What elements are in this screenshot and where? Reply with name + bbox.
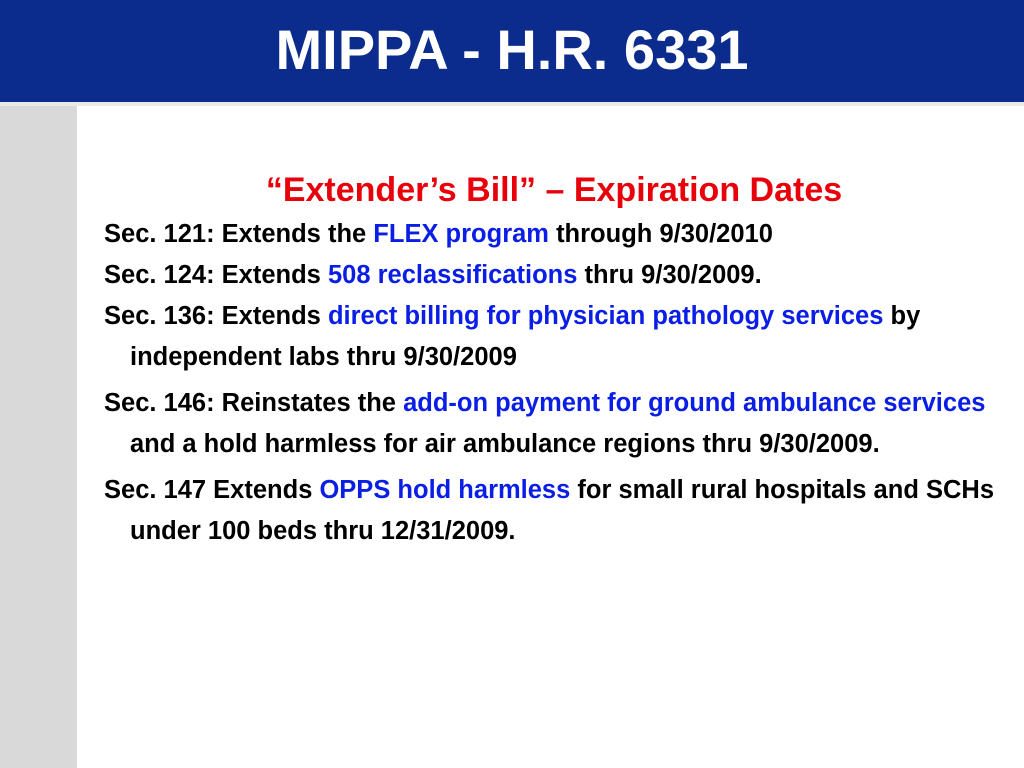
slide-content — [104, 166, 1004, 552]
left-stripe — [0, 106, 77, 768]
item-highlight: 508 reclassifications — [327, 261, 578, 289]
item-prefix: Sec. 147 Extends — [104, 476, 320, 504]
title-bar-divider — [0, 102, 1024, 106]
section-item-136 — [104, 296, 1004, 378]
item-prefix: Sec. 121: Extends the — [104, 220, 374, 248]
section-list — [104, 214, 1004, 552]
item-suffix: thru 9/30/2009. — [577, 261, 762, 289]
item-suffix: by independent labs thru 9/30/2009 — [130, 302, 921, 371]
item-prefix: Sec. 146: Reinstates the — [104, 389, 404, 417]
item-suffix: for small rural hospitals and SCHs under 100 beds thru 12/31/2009. — [130, 476, 995, 545]
section-item-146 — [104, 383, 1004, 465]
item-prefix: Sec. 124: Extends — [104, 261, 328, 289]
item-highlight: add-on payment for ground ambulance services — [403, 389, 986, 417]
slide-title: MIPPA - H.R. 6331 — [275, 18, 749, 81]
section-item-124 — [104, 255, 1004, 296]
item-suffix: and a hold harmless for air ambulance regions thru 9/30/2009. — [130, 430, 880, 458]
item-suffix: through 9/30/2010 — [548, 220, 773, 248]
section-item-147 — [104, 470, 1004, 552]
item-prefix: Sec. 136: Extends — [104, 302, 328, 330]
section-item-121 — [104, 214, 1004, 255]
item-highlight: FLEX program — [373, 220, 549, 248]
item-highlight: direct billing for physician pathology services — [327, 302, 884, 330]
item-highlight: OPPS hold harmless — [319, 476, 571, 504]
slide-subtitle: “Extender’s Bill” – Expiration Dates — [265, 171, 843, 209]
